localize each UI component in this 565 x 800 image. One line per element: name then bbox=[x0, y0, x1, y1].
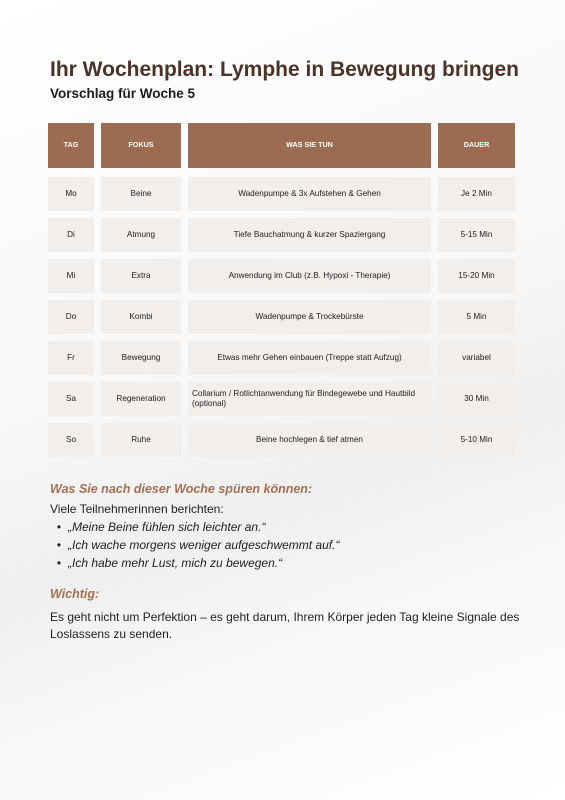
testimonial-quote: „Ich habe mehr Lust, mich zu bewegen.“ bbox=[68, 556, 283, 570]
cell-dauer: 5-10 Min bbox=[438, 423, 515, 457]
cell-activity: Wadenpumpe & Trockebürste bbox=[188, 300, 431, 334]
cell-activity: Etwas mehr Gehen einbauen (Treppe statt Aufzug) bbox=[188, 341, 431, 375]
cell-dauer: 30 Min bbox=[438, 382, 515, 416]
cell-tag: Fr bbox=[48, 341, 94, 375]
page-title: Ihr Wochenplan: Lymphe in Bewegung bringen bbox=[50, 58, 520, 81]
table-row bbox=[48, 341, 518, 375]
cell-tag: Di bbox=[48, 218, 94, 252]
list-item bbox=[50, 554, 339, 572]
cell-activity: Anwendung im Club (z.B. Hypoxi - Therapie) bbox=[188, 259, 431, 293]
table-header-row bbox=[48, 123, 518, 168]
testimonial-quote: „Ich wache morgens weniger aufgeschwemmt auf.“ bbox=[68, 538, 340, 552]
cell-tag: Mi bbox=[48, 259, 94, 293]
cell-fokus: Extra bbox=[101, 259, 181, 293]
weekly-plan-table bbox=[48, 123, 518, 464]
cell-dauer: 5 Min bbox=[438, 300, 515, 334]
cell-fokus: Regeneration bbox=[101, 382, 181, 416]
table-row bbox=[48, 177, 518, 211]
cell-activity: Tiefe Bauchatmung & kurzer Spaziergang bbox=[188, 218, 431, 252]
bullet-icon: • bbox=[56, 556, 62, 570]
important-heading: Wichtig: bbox=[50, 587, 100, 601]
cell-dauer: variabel bbox=[438, 341, 515, 375]
cell-activity: Wadenpumpe & 3x Aufstehen & Gehen bbox=[188, 177, 431, 211]
table-row bbox=[48, 382, 518, 416]
header-dauer: DAUER bbox=[438, 123, 515, 168]
page-subtitle: Vorschlag für Woche 5 bbox=[50, 86, 196, 101]
cell-fokus: Bewegung bbox=[101, 341, 181, 375]
cell-tag: Sa bbox=[48, 382, 94, 416]
header-was-sie-tun: WAS SIE TUN bbox=[188, 123, 431, 168]
cell-fokus: Atmung bbox=[101, 218, 181, 252]
important-text: Es geht nicht um Perfektion – es geht darum, Ihrem Körper jeden Tag kleine Signale des Loslassens zu senden. bbox=[50, 610, 520, 641]
table-row bbox=[48, 218, 518, 252]
feel-section-heading: Was Sie nach dieser Woche spüren können: bbox=[50, 482, 313, 496]
testimonial-quote: „Meine Beine fühlen sich leichter an.“ bbox=[68, 520, 266, 534]
bullet-icon: • bbox=[56, 538, 62, 552]
cell-tag: Mo bbox=[48, 177, 94, 211]
cell-tag: Do bbox=[48, 300, 94, 334]
header-tag: TAG bbox=[48, 123, 94, 168]
bullet-icon: • bbox=[56, 520, 62, 534]
table-row bbox=[48, 300, 518, 334]
cell-fokus: Ruhe bbox=[101, 423, 181, 457]
cell-activity: Beine hochlegen & tief atmen bbox=[188, 423, 431, 457]
cell-dauer: 15-20 Min bbox=[438, 259, 515, 293]
cell-dauer: Je 2 Min bbox=[438, 177, 515, 211]
header-fokus: FOKUS bbox=[101, 123, 181, 168]
cell-dauer: 5-15 Min bbox=[438, 218, 515, 252]
table-row bbox=[48, 423, 518, 457]
list-item bbox=[50, 518, 339, 536]
table-row bbox=[48, 259, 518, 293]
cell-fokus: Beine bbox=[101, 177, 181, 211]
list-item bbox=[50, 536, 339, 554]
cell-tag: So bbox=[48, 423, 94, 457]
cell-activity: Collarium / Rotlichtanwendung für Bindegewebe und Hautbild (optional) bbox=[188, 382, 431, 416]
feel-section-intro: Viele Teilnehmerinnen berichten: bbox=[50, 502, 224, 516]
testimonial-list bbox=[50, 518, 339, 572]
cell-fokus: Kombi bbox=[101, 300, 181, 334]
